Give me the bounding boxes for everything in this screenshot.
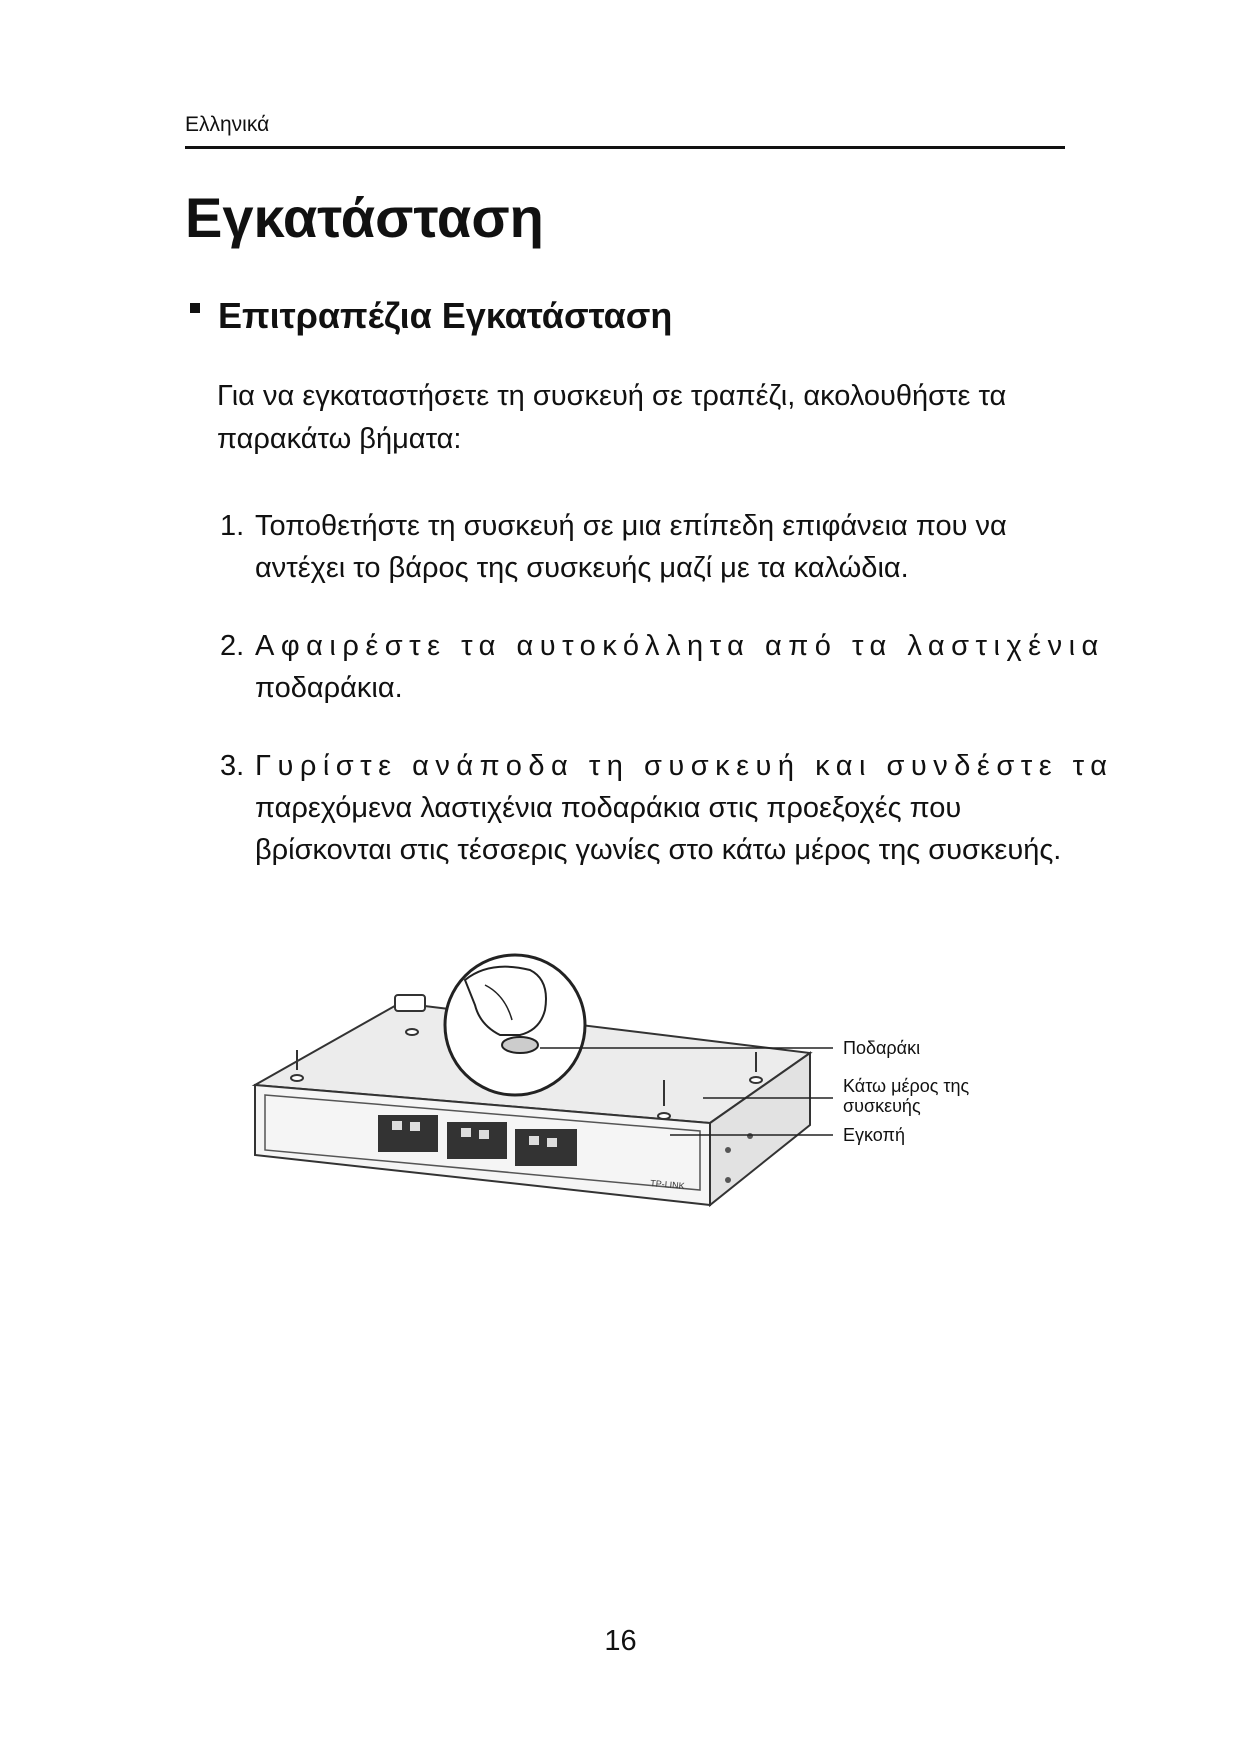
step-item — [220, 625, 1105, 709]
steps-list — [220, 505, 1114, 907]
header-divider — [185, 146, 1065, 149]
intro-paragraph: Για να εγκαταστήσετε τη συσκευή σε τραπέζι, ακολουθήστε τα παρακάτω βήματα: — [217, 380, 1007, 455]
step-text-lead: Αφαιρέστε τα αυτοκόλλητα από τα λαστιχένια — [255, 630, 1105, 662]
section-heading-text: Επιτραπέζια Εγκατάσταση — [218, 295, 673, 336]
step-text-lead: Γυρίστε ανάποδα τη συσκευή και συνδέστε τα — [255, 750, 1114, 782]
switch-installation-illustration — [250, 940, 1020, 1240]
step-text-rest: να αντέχει το βάρος της συσκευής μαζί με τα καλώδια. — [255, 510, 1007, 584]
rubber-foot-icon — [502, 1037, 538, 1053]
callout-notch: Εγκοπή — [843, 1125, 905, 1145]
brand-logo: TP-LINK — [649, 1178, 686, 1192]
page-title: Εγκατάσταση — [185, 186, 544, 249]
callout-foot: Ποδαράκι — [843, 1038, 921, 1058]
callout-bottom-line2: συσκευής — [843, 1096, 921, 1116]
step-number: 2. — [220, 630, 245, 662]
language-label: Ελληνικά — [185, 113, 270, 136]
section-heading — [190, 295, 672, 337]
step-item — [220, 745, 1114, 871]
page-number: 16 — [604, 1625, 637, 1657]
step-item — [220, 505, 1070, 589]
step-text-rest: παρεχόμενα λαστιχένια ποδαράκια στις προεξοχές που βρίσκονται στις τέσσερις γωνίες στο κάτω μέρος της συσκευής. — [255, 792, 1062, 866]
callout-bottom-line1: Κάτω μέρος της — [843, 1076, 970, 1096]
step-number: 1. — [220, 510, 245, 542]
square-bullet-icon — [190, 303, 200, 313]
step-text-lead: Τοποθετήστε τη συσκευή σε μια επίπεδη επιφάνεια που — [255, 510, 968, 542]
step-text-rest: ποδαράκια. — [255, 672, 403, 704]
step-number: 3. — [220, 750, 245, 782]
